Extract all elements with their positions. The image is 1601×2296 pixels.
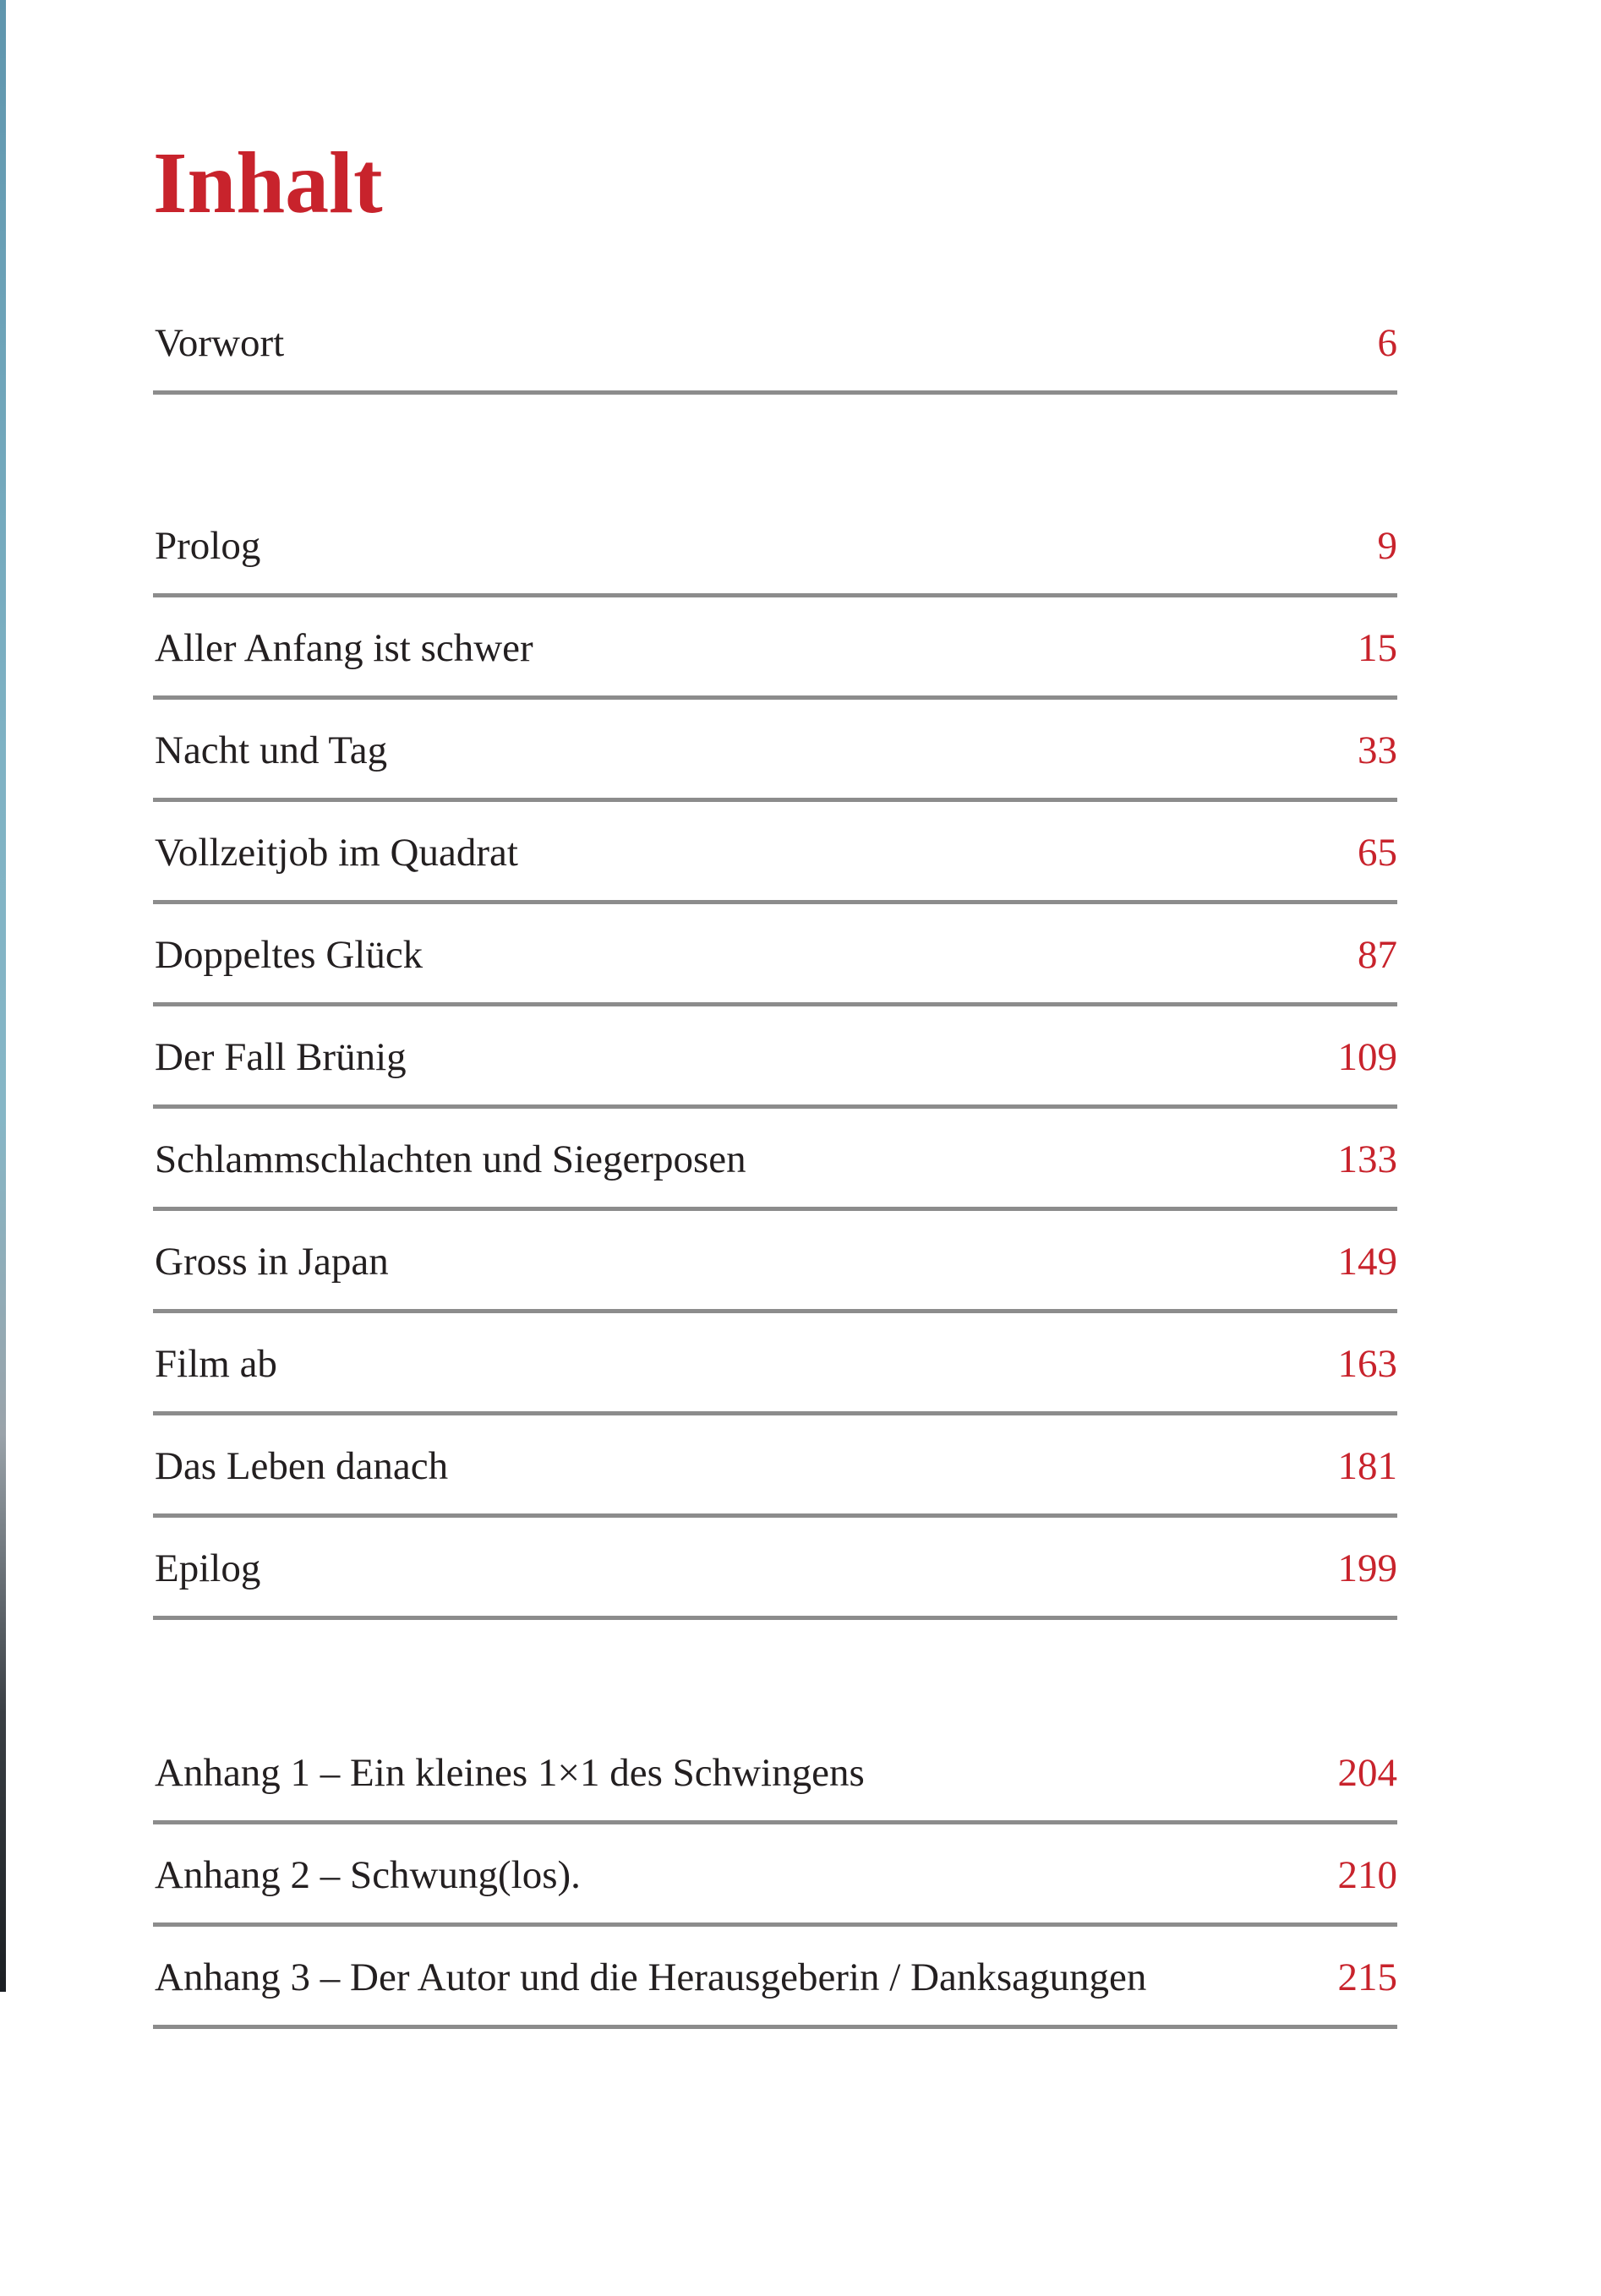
toc-entry-page-number: 204 [1337, 1751, 1397, 1795]
toc-entry-doppeltes-glueck[interactable] [153, 912, 1397, 1006]
toc-entry-title: Vollzeitjob im Quadrat [155, 831, 518, 875]
toc-entry-page-number: 9 [1377, 524, 1397, 568]
toc-entry-title: Anhang 1 – Ein kleines 1×1 des Schwingens [155, 1751, 865, 1795]
toc-entry-page-number: 210 [1337, 1853, 1397, 1897]
page-edge-strip [0, 0, 6, 1992]
toc-entry-title: Aller Anfang ist schwer [155, 626, 533, 670]
toc-entry-title: Prolog [155, 524, 261, 568]
toc-entry-page-number: 87 [1358, 933, 1397, 977]
toc-entry-nacht-und-tag[interactable] [153, 707, 1397, 802]
toc-entry-page-number: 215 [1337, 1955, 1397, 1999]
toc-entry-page-number: 181 [1337, 1444, 1397, 1488]
toc-entry-film-ab[interactable] [153, 1321, 1397, 1415]
toc-entry-title: Film ab [155, 1342, 277, 1386]
toc-entry-title: Nacht und Tag [155, 728, 388, 772]
toc-entry-der-fall-bruenig[interactable] [153, 1014, 1397, 1109]
toc-entry-vollzeitjob[interactable] [153, 810, 1397, 904]
toc-entry-prolog[interactable] [153, 503, 1397, 597]
toc-entry-title: Das Leben danach [155, 1444, 449, 1488]
toc-entry-page-number: 133 [1337, 1137, 1397, 1181]
toc-entry-title: Doppeltes Glück [155, 933, 423, 977]
toc-entry-page-number: 149 [1337, 1240, 1397, 1284]
toc-entry-aller-anfang[interactable] [153, 605, 1397, 700]
toc-entry-page-number: 65 [1358, 831, 1397, 875]
toc-entry-gross-in-japan[interactable] [153, 1219, 1397, 1313]
toc-entry-anhang-1[interactable] [153, 1730, 1397, 1824]
toc-entry-title: Vorwort [155, 321, 285, 365]
toc-entry-title: Anhang 2 – Schwung(los). [155, 1853, 581, 1897]
toc-entry-page-number: 15 [1358, 626, 1397, 670]
toc-entry-title: Der Fall Brünig [155, 1035, 407, 1079]
toc-entry-title: Epilog [155, 1546, 261, 1590]
toc-entry-page-number: 109 [1337, 1035, 1397, 1079]
toc-entry-anhang-3[interactable] [153, 1934, 1397, 2029]
toc-entry-das-leben-danach[interactable] [153, 1423, 1397, 1518]
toc-entry-anhang-2[interactable] [153, 1832, 1397, 1927]
toc-entry-schlammschlachten[interactable] [153, 1116, 1397, 1211]
toc-entry-title: Gross in Japan [155, 1240, 389, 1284]
toc-entry-page-number: 199 [1337, 1546, 1397, 1590]
page-title: Inhalt [153, 134, 383, 232]
toc-entry-page-number: 33 [1358, 728, 1397, 772]
toc-entry-title: Anhang 3 – Der Autor und die Herausgeberin / Danksagungen [155, 1955, 1147, 1999]
toc-entry-title: Schlammschlachten und Siegerposen [155, 1137, 746, 1181]
toc-entry-epilog[interactable] [153, 1525, 1397, 1620]
toc-entry-vorwort[interactable] [153, 300, 1397, 395]
toc-entry-page-number: 6 [1377, 321, 1397, 365]
toc-entry-page-number: 163 [1337, 1342, 1397, 1386]
